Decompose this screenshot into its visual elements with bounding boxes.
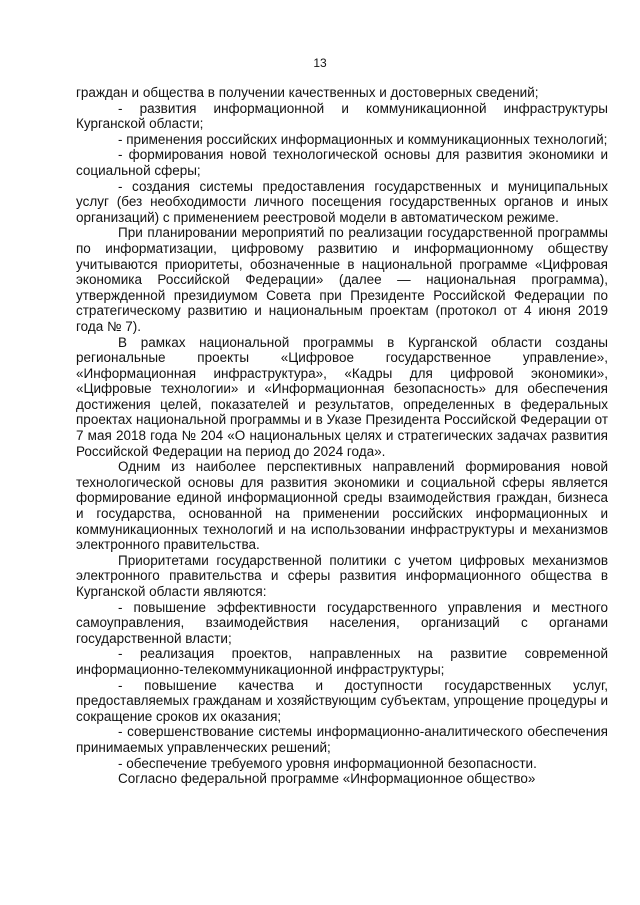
list-item: - развития информационной и коммуникационной инфраструктуры Курганской области;: [76, 100, 608, 132]
page-number: 13: [313, 56, 327, 70]
paragraph: При планировании мероприятий по реализации государственной программы по информатизации, цифровому развитию и информационному обществу учитываются приоритеты, обозначенные в национальной программе «Цифровая экономика Российской Федерации» (далее — национальная программа), утвержденной президиумом Совета при Президенте Российской Федерации по стратегическому развитию и национальным проектам (протокол от 4 июня 2019 года № 7).: [76, 225, 608, 334]
list-item: - повышение эффективности государственного управления и местного самоуправления, взаимодействия населения, организаций с органами государственной власти;: [76, 599, 608, 646]
list-item: - формирования новой технологической основы для развития экономики и социальной сферы;: [76, 147, 608, 178]
paragraph: Приоритетами государственной политики с учетом цифровых механизмов электронного правительства и сферы развития информационного общества в Курганской области являются:: [76, 552, 608, 599]
list-item: - повышение качества и доступности государственных услуг, предоставляемых гражданам и хозяйствующим субъектам, упрощение процедуры и сокращение сроков их оказания;: [76, 677, 608, 724]
paragraph: Одним из наиболее перспективных направлений формирования новой технологической основы для развития экономики и социальной сферы является формирование единой информационной среды взаимодействия граждан, бизнеса и государства, основанной на применении российских информационных и коммуникационных технологий и на использовании инфраструктуры и механизмов электронного правительства.: [76, 459, 608, 553]
list-item: - совершенствование системы информационно-аналитического обеспечения принимаемых управленческих решений;: [76, 724, 608, 755]
list-item: - обеспечение требуемого уровня информационной безопасности.: [118, 755, 537, 771]
paragraph-continuation: граждан и общества в получении качественных и достоверных сведений;: [76, 85, 539, 100]
list-item: - реализация проектов, направленных на развитие современной информационно-телекоммуникационной инфраструктуры;: [76, 646, 608, 677]
document-body: [76, 85, 608, 787]
list-item: - применения российских информационных и коммуникационных технологий;: [118, 131, 608, 147]
list-item: - создания системы предоставления государственных и муниципальных услуг (без необходимости личного посещения государственных органов и иных организаций) с применением реестровой модели в автоматическом режиме.: [76, 178, 608, 225]
paragraph: В рамках национальной программы в Курганской области созданы региональные проекты «Цифровое государственное управление», «Информационная инфраструктура», «Кадры для цифровой экономики», «Цифровые технологии» и «Информационная безопасность» для обеспечения достижения целей, показателей и результатов, определенных в федеральных проектах национальной программы и в Указе Президента Российской Федерации от 7 мая 2018 года № 204 «О национальных целях и стратегических задачах развития Российской Федерации на период до 2024 года».: [76, 334, 608, 459]
paragraph: Согласно федеральной программе «Информационное общество»: [118, 771, 536, 787]
